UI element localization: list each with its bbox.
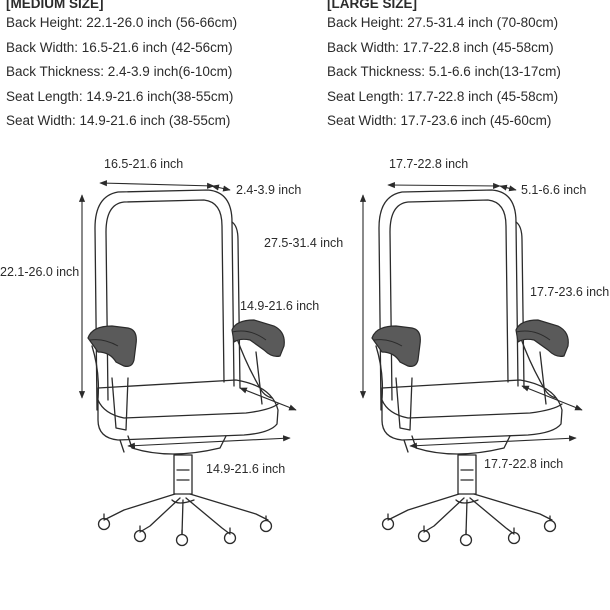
large-back-thickness: Back Thickness: 5.1-6.6 inch(13-17cm) [327, 64, 561, 79]
large-seat-length-label: 17.7-23.6 inch [530, 285, 610, 299]
large-seat-width: Seat Width: 17.7-23.6 inch (45-60cm) [327, 113, 552, 128]
medium-back-width: Back Width: 16.5-21.6 inch (42-56cm) [6, 39, 233, 55]
large-back-height: Back Height: 27.5-31.4 inch (70-80cm) [327, 15, 559, 30]
large-chair [372, 190, 568, 546]
medium-size-title: [MEDIUM SIZE] [6, 0, 104, 11]
large-size-title: [LARGE SIZE] [327, 0, 417, 11]
medium-back-height: Back Height: 22.1-26.0 inch (56-66cm) [6, 15, 238, 30]
medium-seat-length: Seat Length: 14.9-21.6 inch(38-55cm) [6, 88, 234, 104]
large-back-width-label: 17.7-22.8 inch [389, 157, 469, 171]
medium-chair [88, 190, 284, 546]
large-back-thickness-label: 5.1-6.6 inch [521, 183, 587, 197]
medium-back-thickness-label: 2.4-3.9 inch [236, 183, 302, 197]
medium-back-width-label: 16.5-21.6 inch [104, 157, 184, 171]
large-dimension-lines [363, 185, 582, 446]
medium-seat-width-label: 14.9-21.6 inch [206, 462, 286, 476]
medium-seat-length-label: 14.9-21.6 inch [240, 299, 320, 313]
large-seat-length: Seat Length: 17.7-22.8 inch (45-58cm) [327, 88, 559, 104]
medium-seat-width: Seat Width: 14.9-21.6 inch (38-55cm) [6, 113, 231, 128]
large-back-width: Back Width: 17.7-22.8 inch (45-58cm) [327, 39, 554, 55]
medium-back-thickness: Back Thickness: 2.4-3.9 inch(6-10cm) [6, 64, 233, 79]
large-seat-width-label: 17.7-22.8 inch [484, 457, 564, 471]
medium-back-height-label: 22.1-26.0 inch [0, 265, 80, 279]
large-back-height-label: 27.5-31.4 inch [264, 236, 344, 250]
